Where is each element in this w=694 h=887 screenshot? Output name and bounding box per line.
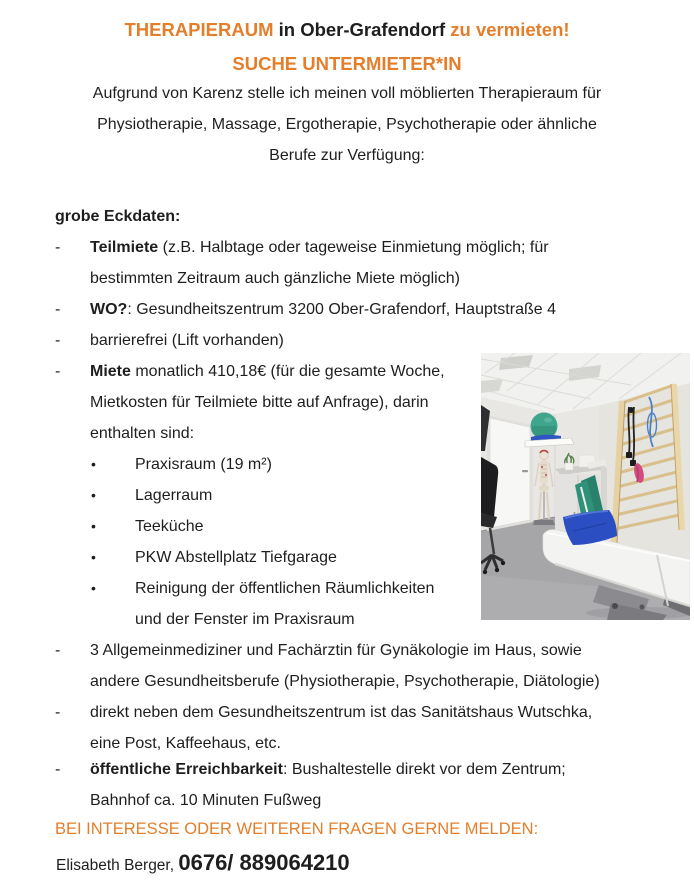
dash-bullet: - <box>55 332 61 349</box>
dot-bullet: • <box>91 580 96 596</box>
intro-line: Aufgrund von Karenz stelle ich meinen voll möblierten Therapieraum für <box>92 85 602 102</box>
dash-bullet: - <box>55 642 61 659</box>
list-item-bold: öffentliche Erreichbarkeit <box>90 761 283 778</box>
list-item-text: (z.B. Halbtage oder tageweise Einmietung möglich; für <box>158 239 549 256</box>
dash-bullet: - <box>55 761 61 778</box>
list-item-text: : Gesundheitszentrum 3200 Ober-Grafendorf, Hauptstraße 4 <box>127 301 556 318</box>
title-part-orange-1: THERAPIERAUM <box>124 19 274 40</box>
dash-bullet: - <box>55 239 61 256</box>
list-item-line: barrierefrei (Lift vorhanden) <box>90 332 284 349</box>
dash-bullet: - <box>55 704 61 721</box>
intro-line: Berufe zur Verfügung: <box>269 147 425 164</box>
list-item-bold: Miete <box>90 363 131 380</box>
sub-list-item: und der Fenster im Praxisraum <box>135 611 355 628</box>
list-item-line <box>90 356 445 387</box>
page-subtitle: SUCHE UNTERMIETER*IN <box>232 53 462 74</box>
title-part-orange-2: zu vermieten! <box>450 19 570 40</box>
dot-bullet: • <box>91 487 96 503</box>
therapy-room-photo <box>481 353 690 620</box>
list-item-text: : Bushaltestelle direkt vor dem Zentrum; <box>282 761 566 778</box>
list-item-line: eine Post, Kaffeehaus, etc. <box>90 735 281 752</box>
contact-phone: 0676/ 889064210 <box>178 850 350 875</box>
list-item-line: 3 Allgemeinmediziner und Fachärztin für Gynäkologie im Haus, sowie <box>90 642 582 659</box>
list-item-line: andere Gesundheitsberufe (Physiotherapie, Psychotherapie, Diätologie) <box>90 673 600 690</box>
contact-name: Elisabeth Berger, <box>56 857 179 874</box>
page-title <box>0 16 694 44</box>
sub-list-item: Teeküche <box>135 518 204 535</box>
sub-list-item: Praxisraum (19 m²) <box>135 456 272 473</box>
dash-bullet: - <box>55 363 61 380</box>
list-item-line <box>90 232 549 263</box>
sub-list-item: Lagerraum <box>135 487 213 504</box>
therapy-room-illustration <box>481 353 690 620</box>
list-item-bold: WO? <box>90 301 128 318</box>
dot-bullet: • <box>91 518 96 534</box>
list-item-line: direkt neben dem Gesundheitszentrum ist das Sanitätshaus Wutschka, <box>90 704 593 721</box>
sub-list-item: Reinigung der öffentlichen Räumlichkeiten <box>135 580 435 597</box>
list-item-line: bestimmten Zeitraum auch gänzliche Miete möglich) <box>90 270 460 287</box>
intro-line: Physiotherapie, Massage, Ergotherapie, Psychotherapie oder ähnliche <box>97 116 597 133</box>
cta-text: BEI INTERESSE ODER WEITEREN FRAGEN GERNE MELDEN: <box>55 820 539 838</box>
dot-bullet: • <box>91 456 96 472</box>
contact-line <box>56 846 350 880</box>
list-item-line: Bahnhof ca. 10 Minuten Fußweg <box>90 792 322 809</box>
dash-bullet: - <box>55 301 61 318</box>
dot-bullet: • <box>91 549 96 565</box>
list-item-text: monatlich 410,18€ (für die gesamte Woche, <box>130 363 445 380</box>
list-item-line <box>90 294 556 325</box>
list-item-line <box>90 754 566 785</box>
list-item-bold: Teilmiete <box>90 239 159 256</box>
title-part-black: in Ober-Grafendorf <box>273 19 451 40</box>
section-heading: grobe Eckdaten: <box>55 208 181 225</box>
list-item-line: Mietkosten für Teilmiete bitte auf Anfrage), darin <box>90 394 429 411</box>
list-item-line: enthalten sind: <box>90 425 195 442</box>
sub-list-item: PKW Abstellplatz Tiefgarage <box>135 549 337 566</box>
